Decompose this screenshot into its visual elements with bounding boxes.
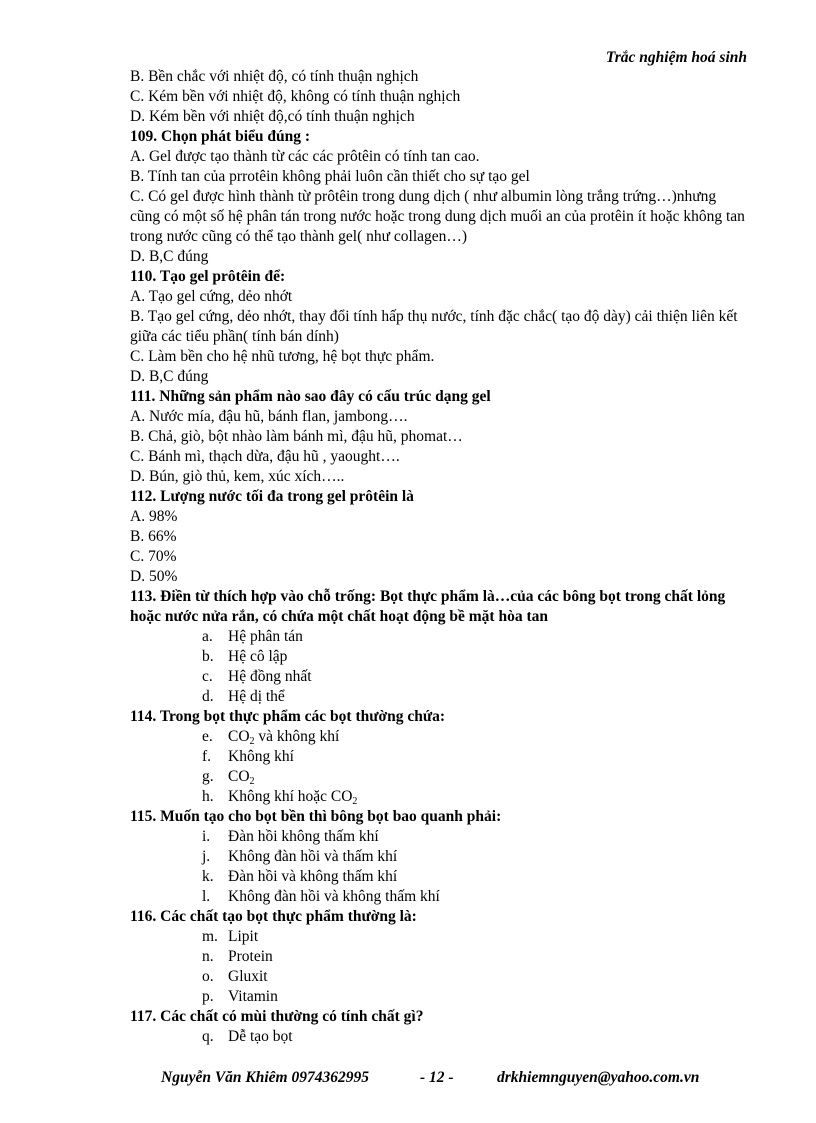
option-text: CO <box>228 768 250 785</box>
option-line: C. Bánh mì, thạch dừa, đậu hũ , yaought…. <box>130 448 400 465</box>
page-footer <box>0 1069 816 1089</box>
sub-option <box>130 627 750 647</box>
sub-option <box>130 667 750 687</box>
option-paragraph: B. Tạo gel cứng, dẻo nhớt, thay đổi tính hấp thụ nước, tính đặc chắc( tạo độ dày) cải thiện liên kết giữa các tiểu phần( tính bán dính) <box>130 308 738 345</box>
sub-option <box>130 827 750 847</box>
sub-option <box>130 987 750 1007</box>
option-line: B. Bền chắc với nhiệt độ, có tính thuận nghịch <box>130 68 419 85</box>
option-letter: q. <box>202 1028 214 1045</box>
question-116-title: 116. Các chất tạo bọt thực phẩm thường là: <box>130 908 417 925</box>
option-line: B. Tính tan của prrotêin không phải luôn cần thiết cho sự tạo gel <box>130 168 530 185</box>
option-text: Không khí <box>228 748 294 765</box>
sub-option <box>130 687 750 707</box>
option-letter: e. <box>202 728 213 745</box>
option-letter: g. <box>202 768 214 785</box>
option-line: C. Làm bền cho hệ nhũ tương, hệ bọt thực phẩm. <box>130 348 435 365</box>
option-text: Dễ tạo bọt <box>228 1028 293 1045</box>
option-letter: o. <box>202 968 214 985</box>
page-content <box>130 67 750 1047</box>
option-letter: l. <box>202 888 211 905</box>
option-line: A. 98% <box>130 508 178 525</box>
option-line: D. Kém bền với nhiệt độ,có tính thuận nghịch <box>130 108 415 125</box>
option-text: Đàn hồi và không thấm khí <box>228 868 398 885</box>
sub-option <box>130 887 750 907</box>
option-letter: f. <box>202 748 212 765</box>
option-text: Hệ dị thể <box>228 688 285 705</box>
option-letter: a. <box>202 628 213 645</box>
footer-author: Nguyễn Văn Khiêm 0974362995 <box>161 1069 369 1086</box>
option-letter: j. <box>202 848 211 865</box>
sub-option <box>130 927 750 947</box>
question-115-title: 115. Muốn tạo cho bọt bền thì bông bọt bao quanh phải: <box>130 808 502 825</box>
question-109-title: 109. Chọn phát biểu đúng : <box>130 128 311 145</box>
question-114-title: 114. Trong bọt thực phẩm các bọt thường chứa: <box>130 708 446 725</box>
option-text: Protein <box>228 948 273 965</box>
sub-option <box>130 787 750 807</box>
option-letter: p. <box>202 988 214 1005</box>
sub-option <box>130 847 750 867</box>
question-117-title: 117. Các chất có mùi thường có tính chất gì? <box>130 1008 424 1025</box>
option-text: Không khí hoặc CO <box>228 788 353 805</box>
sub-option <box>130 727 750 747</box>
question-112-title: 112. Lượng nước tối đa trong gel prôtêin là <box>130 488 414 505</box>
subscript: 2 <box>249 776 255 787</box>
option-line: D. B,C đúng <box>130 368 209 385</box>
option-line: A. Nước mía, đậu hũ, bánh flan, jambong…. <box>130 408 408 425</box>
option-text: Hệ phân tán <box>228 628 303 645</box>
option-letter: d. <box>202 688 214 705</box>
sub-option <box>130 867 750 887</box>
question-113-title: 113. Điền từ thích hợp vào chỗ trống: Bọt thực phẩm là…của các bông bọt trong chất lỏng hoặc nước nửa rắn, có chứa một chất hoạt động bề mặt hòa tan <box>130 588 726 625</box>
subscript: 2 <box>352 796 358 807</box>
option-text: CO <box>228 728 250 745</box>
option-line: C. Kém bền với nhiệt độ, không có tính thuận nghịch <box>130 88 461 105</box>
question-111-title: 111. Những sản phẩm nào sao đây có cấu trúc dạng gel <box>130 388 491 405</box>
question-110-title: 110. Tạo gel prôtêin để: <box>130 268 286 285</box>
subscript: 2 <box>249 736 255 747</box>
option-letter: i. <box>202 828 211 845</box>
option-line: A. Gel được tạo thành từ các các prôtêin có tính tan cao. <box>130 148 480 165</box>
sub-option <box>130 967 750 987</box>
option-paragraph: C. Có gel được hình thành từ prôtêin trong dung dịch ( như albumin lòng trắng trứng…)nhưng cũng có một số hệ phân tán trong nước hoặc trong dung dịch muối an của protêin ít hoặc không tan trong nước cũng có thể tạo thành gel( như collagen…) <box>130 188 745 245</box>
option-text: Vitamin <box>228 988 278 1005</box>
option-line: D. B,C đúng <box>130 248 209 265</box>
option-text: Gluxit <box>228 968 268 985</box>
sub-option <box>130 1027 750 1047</box>
option-letter: c. <box>202 668 213 685</box>
sub-option <box>130 747 750 767</box>
option-letter: k. <box>202 868 214 885</box>
sub-option <box>130 647 750 667</box>
option-text: Không đàn hồi và thấm khí <box>228 848 398 865</box>
footer-email: drkhiemnguyen@yahoo.com.vn <box>497 1069 700 1086</box>
option-letter: b. <box>202 648 214 665</box>
option-text: Lipit <box>228 928 259 945</box>
option-line: D. 50% <box>130 568 178 585</box>
option-letter: n. <box>202 948 214 965</box>
option-line: B. 66% <box>130 528 177 545</box>
option-text: Hệ đồng nhất <box>228 668 312 685</box>
option-line: B. Chả, giò, bột nhào làm bánh mì, đậu hũ, phomat… <box>130 428 463 445</box>
page-header: Trắc nghiệm hoá sinh <box>605 49 747 66</box>
sub-option <box>130 947 750 967</box>
option-line: D. Bún, giò thủ, kem, xúc xích….. <box>130 468 345 485</box>
option-letter: m. <box>202 928 218 945</box>
option-text: Đàn hồi không thấm khí <box>228 828 379 845</box>
option-text: Không đàn hồi và không thấm khí <box>228 888 440 905</box>
option-text: và không khí <box>254 728 340 745</box>
option-line: C. 70% <box>130 548 177 565</box>
option-letter: h. <box>202 788 214 805</box>
option-text: Hệ cô lập <box>228 648 288 665</box>
sub-option <box>130 767 750 787</box>
footer-page-number: - 12 - <box>420 1069 454 1086</box>
option-line: A. Tạo gel cứng, dẻo nhớt <box>130 288 293 305</box>
